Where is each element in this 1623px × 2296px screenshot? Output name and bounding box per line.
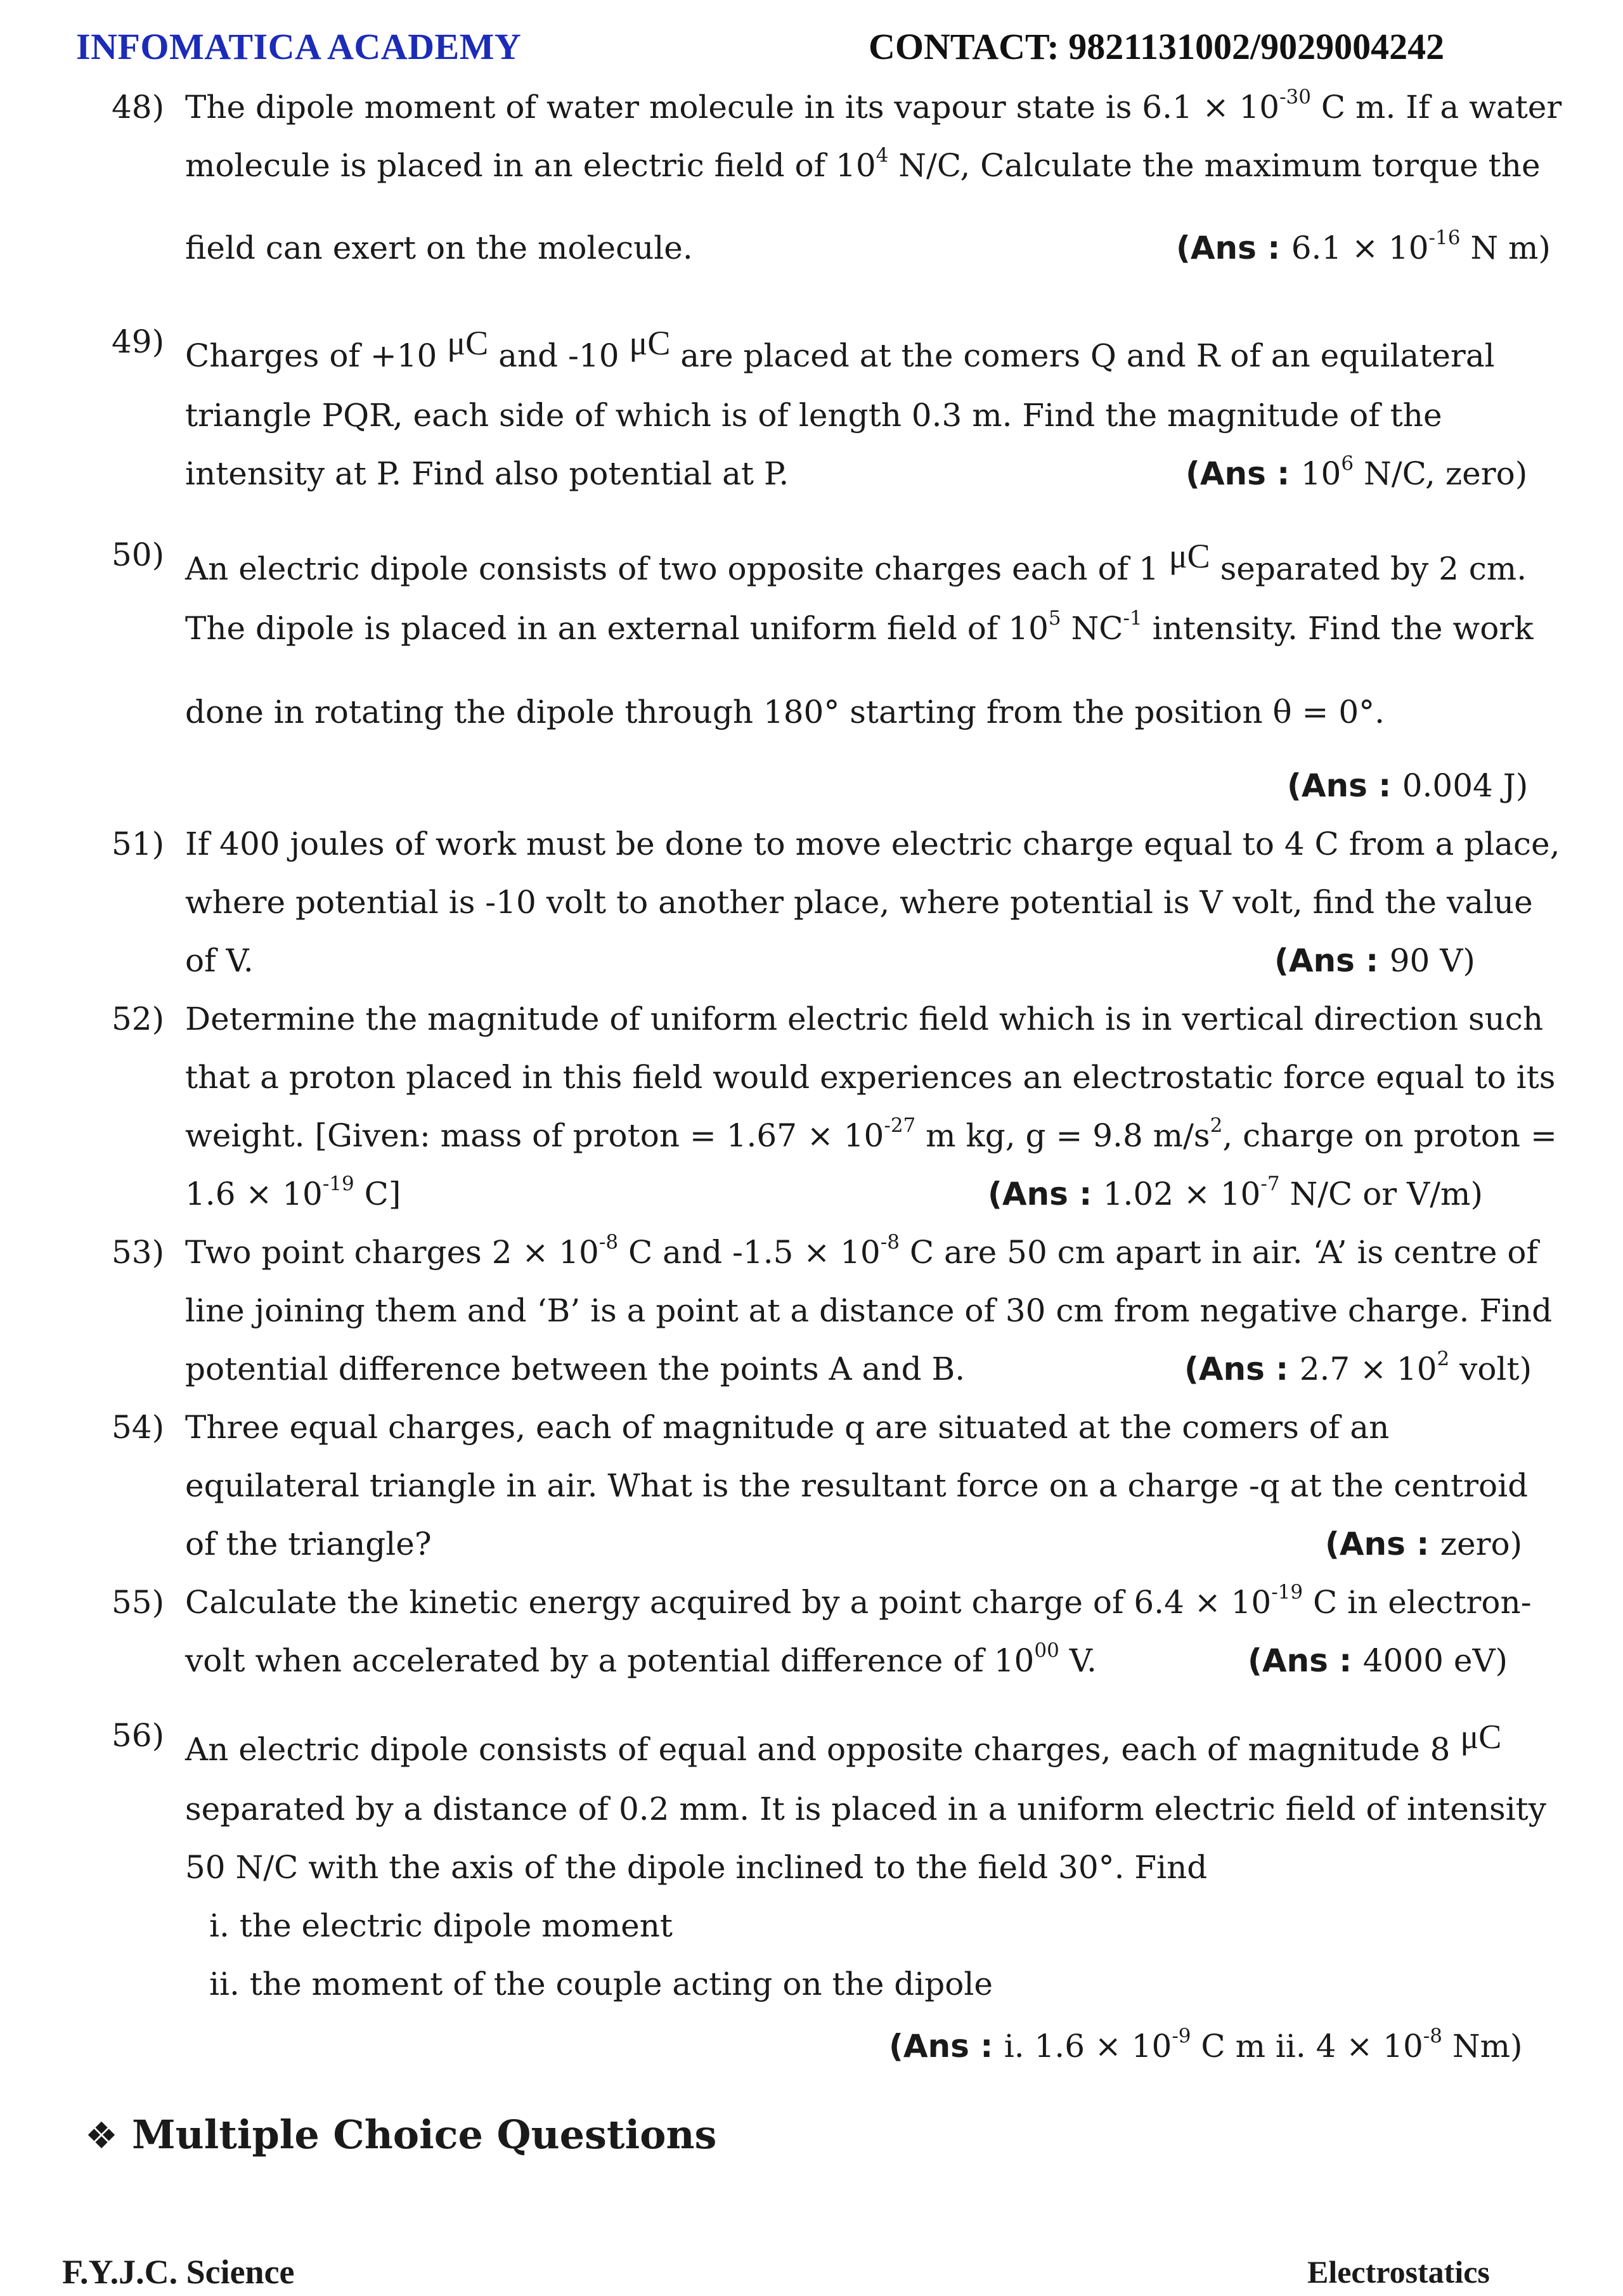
answer-label: (Ans :	[1274, 942, 1390, 979]
question-text-line: field can exert on the molecule.	[185, 230, 693, 266]
question-number: 56)	[112, 1717, 165, 1754]
answer-value: $1.02 \times 10^{-7}$ N/C or V/m)	[1102, 1172, 1483, 1212]
question-text-line: Calculate the kinetic energy acquired by a point charge of $6.4 \times 10^{-19}$ C in electron-	[185, 1580, 1532, 1621]
question-text-line: that a proton placed in this field would experiences an electrostatic force equal to its	[185, 1059, 1556, 1096]
section-heading	[85, 2111, 716, 2158]
question-number: 50)	[112, 536, 165, 573]
question-number: 49)	[112, 323, 165, 360]
question-text-line: If 400 joules of work must be done to move electric charge equal to 4 C from a place,	[185, 826, 1560, 862]
question-text-line: volt when accelerated by a potential difference of $10^{00}$ V.	[185, 1638, 1097, 1679]
answer-value: 4000 eV)	[1362, 1642, 1508, 1679]
question-number: 53)	[112, 1234, 165, 1271]
question-number: 54)	[112, 1409, 165, 1446]
answer	[1325, 1526, 1522, 1562]
answer-value: 90 V)	[1389, 942, 1475, 979]
answer-label: (Ans :	[1176, 230, 1291, 266]
answer-value: i. $1.6 \times 10^{-9}$ C m ii. $4 \times 10^{-8}$ Nm)	[1004, 2024, 1523, 2065]
academy-name: INFOMATICA ACADEMY	[76, 26, 522, 67]
answer-label: (Ans :	[889, 2028, 1004, 2065]
answer-label: (Ans :	[1184, 1351, 1300, 1387]
section-title: Multiple Choice Questions	[132, 2111, 717, 2158]
question-text-line: potential difference between the points A and B.	[185, 1351, 966, 1387]
question-text-line: molecule is placed in an electric field of $10^4$ N/C, Calculate the maximum torque the	[185, 143, 1541, 184]
question-text-line: of V.	[185, 942, 254, 979]
answer	[988, 1172, 1483, 1212]
answer	[1248, 1642, 1508, 1679]
question-text-line: The dipole moment of water molecule in its vapour state is $6.1 \times 10^{-30}$ C m. If a water	[185, 85, 1562, 126]
contact-number: CONTACT: 9821131002/9029004242	[869, 26, 1445, 67]
question-text-line: Three equal charges, each of magnitude q are situated at the comers of an	[185, 1409, 1390, 1446]
question-text-line: An electric dipole consists of two opposite charges each of 1 μC separated by 2 cm.	[185, 537, 1527, 587]
question-text-line: Determine the magnitude of uniform electric field which is in vertical direction such	[185, 1001, 1544, 1037]
answer-label: (Ans :	[1186, 455, 1301, 492]
question-text-line: Two point charges $2 \times 10^{-8}$ C and $-1.5 \times 10^{-8}$ C are 50 cm apart in air. ‘A’ is centre of	[185, 1230, 1539, 1271]
answer	[1274, 942, 1475, 979]
answer-value: zero)	[1440, 1526, 1523, 1562]
question-text-line: intensity at P. Find also potential at P.	[185, 455, 789, 492]
question-text-line: weight. [Given: mass of proton = $1.67 \times 10^{-27}$ m kg, g = 9.8 $m/s^2$, charge on proton =	[185, 1113, 1557, 1154]
question-text-line: line joining them and ‘B’ is a point at a distance of 30 cm from negative charge. Find	[185, 1292, 1553, 1329]
question-number: 48)	[112, 89, 165, 126]
answer	[1186, 451, 1528, 492]
question-number: 52)	[112, 1001, 165, 1037]
answer	[1176, 226, 1551, 266]
footer-course: F.Y.J.C. Science	[62, 2253, 295, 2291]
answer	[889, 2024, 1523, 2065]
answer-value: $10^6$ N/C, zero)	[1300, 451, 1528, 492]
answer-value: $2.7 \times 10^2$ volt)	[1299, 1347, 1532, 1387]
question-number: 51)	[112, 826, 165, 862]
question-text-line: Charges of +10 μC and -10 μC are placed at the comers Q and R of an equilateral	[185, 324, 1495, 374]
question-subitem: ii. the moment of the couple acting on the dipole	[209, 1966, 993, 2002]
answer	[1287, 767, 1528, 804]
answer-label: (Ans :	[1287, 767, 1402, 804]
answer-label: (Ans :	[1248, 1642, 1363, 1679]
question-text-line: where potential is -10 volt to another place, where potential is V volt, find the value	[185, 884, 1533, 921]
answer	[1184, 1347, 1532, 1387]
question-text-line: separated by a distance of 0.2 mm. It is placed in a uniform electric field of intensity	[185, 1791, 1547, 1827]
question-number: 55)	[112, 1584, 165, 1621]
answer-value: 0.004 J)	[1402, 767, 1529, 804]
question-text-line: of the triangle?	[185, 1526, 432, 1562]
answer-label: (Ans :	[988, 1176, 1103, 1212]
question-text-line: done in rotating the dipole through 180° starting from the position θ = 0°.	[185, 694, 1385, 730]
question-text-line: $1.6 \times 10^{-19}$ C]	[185, 1172, 401, 1212]
answer-value: $6.1 \times 10^{-16}$ N m)	[1291, 226, 1551, 266]
question-subitem: i. the electric dipole moment	[209, 1907, 673, 1944]
question-text-line: The dipole is placed in an external uniform field of $10^5$ $NC^{-1}$ intensity. Find the work	[185, 606, 1534, 647]
question-text-line: 50 N/C with the axis of the dipole inclined to the field 30°. Find	[185, 1849, 1208, 1886]
question-text-line: equilateral triangle in air. What is the resultant force on a charge -q at the centroid	[185, 1467, 1529, 1504]
question-text-line: An electric dipole consists of equal and opposite charges, each of magnitude 8 μC	[185, 1718, 1502, 1768]
diamond-bullet-icon: ❖	[85, 2114, 118, 2157]
footer-chapter: Electrostatics	[1307, 2254, 1490, 2290]
answer-label: (Ans :	[1325, 1526, 1440, 1562]
question-text-line: triangle PQR, each side of which is of length 0.3 m. Find the magnitude of the	[185, 397, 1442, 434]
